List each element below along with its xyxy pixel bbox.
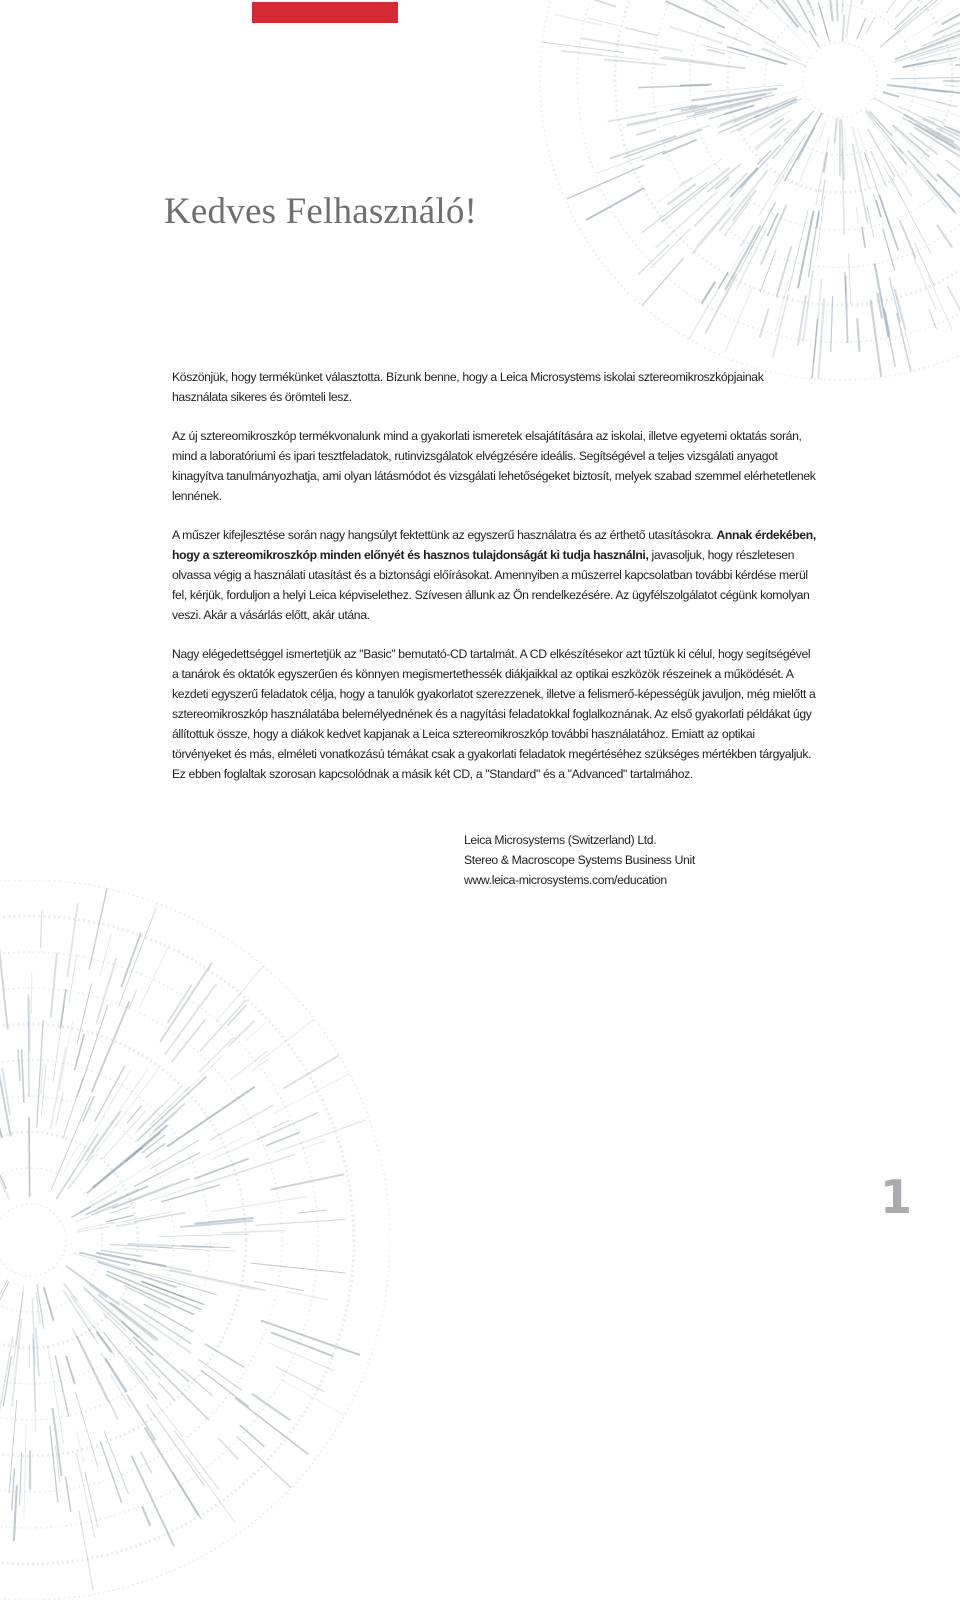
paragraph-product-line: Az új sztereomikroszkóp termékvonalunk mind a gyakorlati ismeretek elsajátítására az iskolai, illetve egyetemi oktatás során, mind a laboratóriumi és ipari tesztfeladatok, rutinvizsgálatok elvégzésére ideális. Segítségével a teljes vizsgálati anyagot kinagyítva tanulmányozhatja, ami olyan látásmódot és vizsgálati lehetőségeket biztosít, melyek szabad szemmel elérhetetlenek lennének. — [172, 426, 816, 506]
paragraph-usage — [172, 525, 816, 625]
signature-unit: Stereo & Macroscope Systems Business Unit — [464, 850, 695, 870]
header-accent-bar — [252, 2, 398, 23]
paragraph-thanks: Köszönjük, hogy termékünket választotta. Bízunk benne, hogy a Leica Microsystems iskolai sztereomikroszkópjainak használata sikeres és örömteli lesz. — [172, 367, 816, 407]
paragraph-cd-content: Nagy elégedettséggel ismertetjük az "Basic" bemutató-CD tartalmát. A CD elkészítésekor azt tűztük ki célul, hogy segítségével a tanárok és oktatók egyszerűen és könnyen megismertethessék diákjaikkal az optikai eszközök részeinek a működését. A kezdeti egyszerű feladatok célja, hogy a tanulók gyakorlatot szerezzenek, illetve a felismerő-képességük javuljon, még mielőtt a sztereomikroszkóp használatába belemélyednének és a nagyítási feladatokkal foglalkoznának. Az első gyakorlati példákat úgy állítottuk össze, hogy a diákok kedvet kapjanak a Leica sztereomikroszkóp további használatához. Emiatt az optikai törvényeket és más, elméleti vonatkozású témákat csak a gyakorlati feladatok megértéséhez szükséges mértékben tárgyaljuk. Ez ebben foglaltak szorosan kapcsolódnak a másik két CD, a "Standard" és a "Advanced" tartalmához. — [172, 644, 816, 784]
paragraph-usage-rest: javasoljuk, hogy részletesen olvassa végig a használati utasítást és a biztonsági előírásokat. Amennyiben a műszerrel kapcsolatban további kérdése merül fel, kérjük, forduljon a helyi Leica képviselethez. Szívesen állunk az Ön rendelkezésére. Az ügyfélszolgálatot cégünk komolyan veszi. Akár a vásárlás előtt, akár utána. — [172, 548, 809, 622]
paragraph-usage-emphasis: Annak érdekében, hogy a sztereomikroszkóp minden előnyét és hasznos tulajdonságát ki tudja használni, — [172, 528, 816, 562]
paragraph-usage-intro: A műszer kifejlesztése során nagy hangsúlyt fektettünk az egyszerű használatra és az érthető utasításokra. — [172, 528, 716, 542]
page-title: Kedves Felhasználó! — [164, 190, 477, 233]
specimen-decoration-bottom — [0, 880, 390, 1600]
signature-company: Leica Microsystems (Switzerland) Ltd. — [464, 830, 695, 850]
signature-website: www.leica-microsystems.com/education — [464, 870, 695, 890]
page-number: 1 — [880, 1170, 912, 1224]
signature-block — [464, 830, 695, 890]
letter-body — [172, 367, 816, 803]
